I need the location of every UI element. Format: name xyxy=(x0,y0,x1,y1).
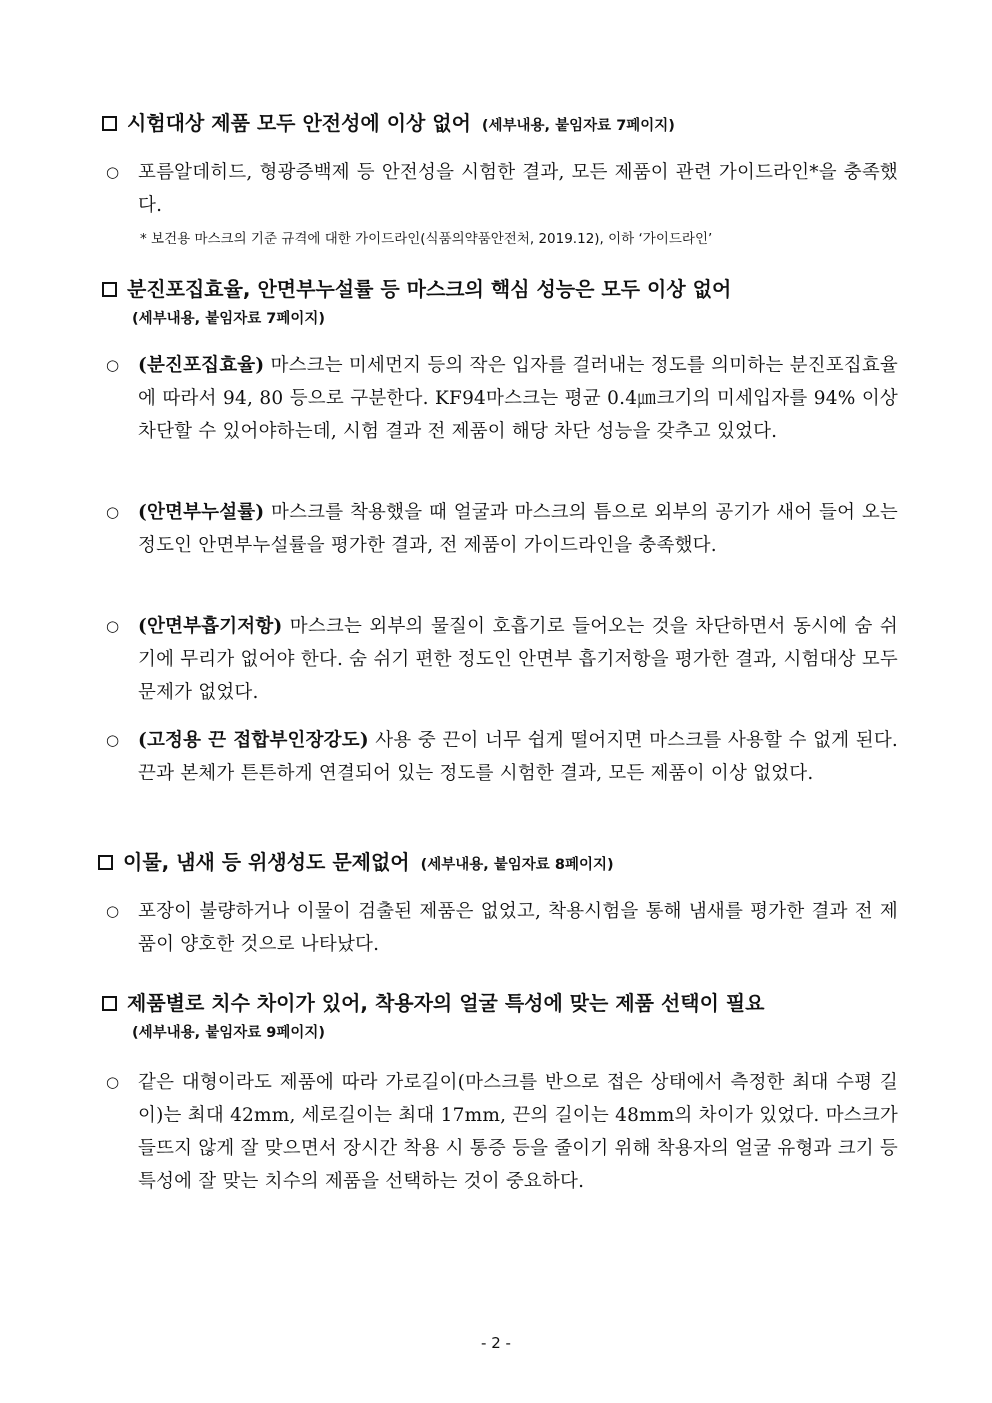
section-heading-performance xyxy=(102,272,902,332)
checkbox-square-icon xyxy=(98,855,113,870)
section-title: 이물, 냄새 등 위생성도 문제없어 xyxy=(123,850,410,874)
section-reference: (세부내용, 붙임자료 9페이지) xyxy=(132,1025,326,1041)
section-heading-size xyxy=(102,986,902,1046)
bullet-text: 마스크를 착용했을 때 얼굴과 마스크의 틈으로 외부의 공기가 새어 들어 오는 정도인 안면부누설률을 평가한 결과, 전 제품이 가이드라인을 충족했다. xyxy=(138,502,898,556)
section-heading-hygiene xyxy=(98,845,898,882)
checkbox-square-icon xyxy=(102,116,117,131)
section-title: 분진포집효율, 안면부누설률 등 마스크의 핵심 성능은 모두 이상 없어 xyxy=(127,277,732,301)
section-heading-safety xyxy=(102,106,902,143)
list-item xyxy=(106,724,898,790)
list-item xyxy=(106,496,898,562)
checkbox-square-icon xyxy=(102,282,117,297)
section-reference: (세부내용, 붙임자료 7페이지) xyxy=(481,118,675,134)
bullet-term: (고정용 끈 접합부인장강도) xyxy=(138,730,369,751)
bullet-term: (분진포집효율) xyxy=(138,355,265,376)
section-title: 제품별로 치수 차이가 있어, 착용자의 얼굴 특성에 맞는 제품 선택이 필요 xyxy=(127,991,765,1015)
list-item xyxy=(106,156,898,222)
bullet-text: 포름알데히드, 형광증백제 등 안전성을 시험한 결과, 모든 제품이 관련 가이드라인*을 충족했다. xyxy=(138,162,898,216)
section-title: 시험대상 제품 모두 안전성에 이상 없어 xyxy=(127,111,471,135)
circle-bullet-icon: ○ xyxy=(106,617,120,635)
list-item xyxy=(106,895,898,961)
list-item xyxy=(106,349,898,448)
section-reference: (세부내용, 붙임자료 8페이지) xyxy=(420,857,614,873)
bullet-text: 포장이 불량하거나 이물이 검출된 제품은 없었고, 착용시험을 통해 냄새를 평가한 결과 전 제품이 양호한 것으로 나타났다. xyxy=(138,901,898,955)
circle-bullet-icon: ○ xyxy=(106,1073,120,1091)
circle-bullet-icon: ○ xyxy=(106,731,120,749)
footnote: * 보건용 마스크의 기준 규격에 대한 가이드라인(식품의약품안전처, 2019.12), 이하 ‘가이드라인’ xyxy=(140,231,713,247)
bullet-term: (안면부흡기저항) xyxy=(138,616,283,637)
circle-bullet-icon: ○ xyxy=(106,503,120,521)
bullet-term: (안면부누설률) xyxy=(138,502,265,523)
section-reference: (세부내용, 붙임자료 7페이지) xyxy=(132,311,326,327)
bullet-text: 사용 중 끈이 너무 쉽게 떨어지면 마스크를 사용할 수 없게 된다. 끈과 본체가 튼튼하게 연결되어 있는 정도를 시험한 결과, 모든 제품이 이상 없었다. xyxy=(138,730,898,784)
bullet-text: 마스크는 외부의 물질이 호흡기로 들어오는 것을 차단하면서 동시에 숨 쉬기에 무리가 없어야 한다. 숨 쉬기 편한 정도인 안면부 흡기저항을 평가한 결과, 시험대상 모두 문제가 없었다. xyxy=(138,616,899,703)
bullet-text: 마스크는 미세먼지 등의 작은 입자를 걸러내는 정도를 의미하는 분진포집효율에 따라서 94, 80 등으로 구분한다. KF94마스크는 평균 0.4㎛크기의 미세입자를 94% 이상 차단할 수 있어야하는데, 시험 결과 전 제품이 해당 차단 성능을 갖추고 있었다. xyxy=(138,355,898,442)
list-item xyxy=(106,610,898,709)
page-number: - 2 - xyxy=(481,1334,511,1352)
bullet-text: 같은 대형이라도 제품에 따라 가로길이(마스크를 반으로 접은 상태에서 측정한 최대 수평 길이)는 최대 42mm, 세로길이는 최대 17mm, 끈의 길이는 48mm의 차이가 있었다. 마스크가 들뜨지 않게 잘 맞으면서 장시간 착용 시 통증 등을 줄이기 위해 착용자의 얼굴 유형과 크기 등 특성에 잘 맞는 치수의 제품을 선택하는 것이 중요하다. xyxy=(138,1072,898,1192)
circle-bullet-icon: ○ xyxy=(106,902,120,920)
circle-bullet-icon: ○ xyxy=(106,356,120,374)
list-item xyxy=(106,1066,898,1198)
checkbox-square-icon xyxy=(102,996,117,1011)
circle-bullet-icon: ○ xyxy=(106,163,120,181)
